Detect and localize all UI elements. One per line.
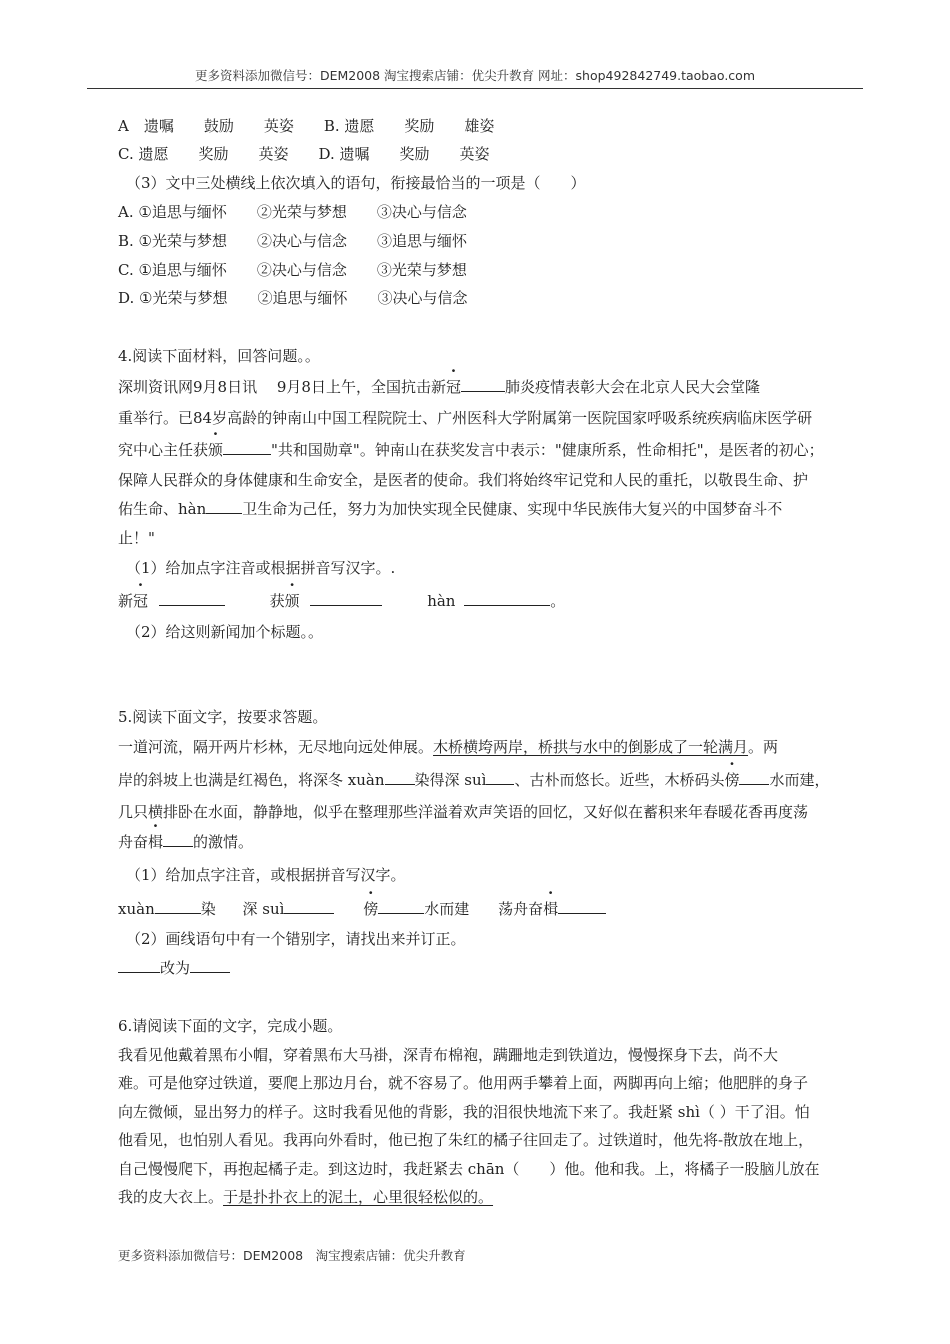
underlined-sentence: 木桥横垮两岸，桥拱与水中的倒影成了一轮满月 xyxy=(433,738,749,756)
answer-blank[interactable] xyxy=(159,591,225,606)
q5-fix-row: 改为 xyxy=(118,958,230,978)
dotted-char: 楫 xyxy=(148,833,164,851)
answer-blank[interactable] xyxy=(486,770,514,785)
answer-blank[interactable] xyxy=(385,770,415,785)
page-footer: 更多资料添加微信号：DEM2008 淘宝搜索店铺：优尖升教育 xyxy=(118,1248,466,1263)
q4-paragraph-line-4: 保障人民群众的身体健康和生命安全，是医者的使命。我们将始终牢记党和人民的重托，以敬畏生命、护 xyxy=(118,471,809,489)
question-3-option-d: D. ①光荣与梦想 ②追思与缅怀 ③决心与信念 xyxy=(118,289,468,307)
answer-blank[interactable] xyxy=(739,770,769,785)
answer-blank[interactable] xyxy=(223,440,271,455)
answer-blank[interactable] xyxy=(190,958,230,973)
answer-blank[interactable] xyxy=(378,899,424,914)
q6-paragraph-line-1: 我看见他戴着黑布小帽，穿着黑布大马褂，深青布棉袍，蹒跚地走到铁道边，慢慢探身下去，尚不大 xyxy=(118,1046,779,1064)
q4-paragraph-line-2: 重举行。已84岁高龄的钟南山中国工程院院士、广州医科大学附属第一医院国家呼吸系统疾病临床医学研 xyxy=(118,409,813,427)
question-3-option-c: C. ①追思与缅怀 ②决心与信念 ③光荣与梦想 xyxy=(118,261,467,279)
option-line-cd: C. 遗愿 奖励 英姿 D. 遗嘱 奖励 英姿 xyxy=(118,145,490,163)
answer-blank[interactable] xyxy=(461,377,505,392)
dotted-char: 傍 xyxy=(724,771,740,789)
q4-paragraph-line-1: 深圳资讯网9月8日讯 9月8日上午，全国抗击新冠 肺炎疫情表彰大会在北京人民大会堂隆 xyxy=(118,378,760,396)
answer-blank[interactable] xyxy=(206,499,242,514)
answer-blank[interactable] xyxy=(155,899,201,914)
q5-answer-row: xuàn 染 深 suì 傍 水而建 荡舟奋楫 xyxy=(118,899,606,919)
q4-paragraph-line-6: 止！" xyxy=(118,529,155,547)
answer-blank[interactable] xyxy=(163,832,193,847)
q6-paragraph-line-3: 向左微倾，显出努力的样子。这时我看见他的背影，我的泪很快地流下来了。我赶紧 shì（ ）干了泪。怕 xyxy=(118,1103,810,1121)
q4-paragraph-line-3: 究中心主任获颁 "共和国勋章"。钟南山在获奖发言中表示："健康所系，性命相托"，是医者的初心； xyxy=(118,441,824,459)
dotted-char: 冠 xyxy=(133,592,149,610)
question-5-title: 5.阅读下面文字，按要求答题。 xyxy=(118,708,328,726)
answer-blank[interactable] xyxy=(118,958,160,973)
q6-paragraph-line-5: 自己慢慢爬下，再抱起橘子走。到这边时，我赶紧去 chān（ ）他。他和我。上，将橘子一股脑儿放在 xyxy=(118,1160,820,1178)
question-4-title: 4.阅读下面材料，回答问题。。 xyxy=(118,347,320,365)
question-3-option-a: A. ①追思与缅怀 ②光荣与梦想 ③决心与信念 xyxy=(118,203,467,221)
answer-blank[interactable] xyxy=(464,591,550,606)
q4-sub-question-1: （1）给加点字注音或根据拼音写汉字。. xyxy=(126,559,396,577)
answer-blank[interactable] xyxy=(310,591,382,606)
page-header: 更多资料添加微信号：DEM2008 淘宝搜索店铺：优尖升教育 网址：shop492842749.taobao.com xyxy=(87,66,863,89)
dotted-char: 楫 xyxy=(543,900,559,918)
q6-paragraph-line-6: 我的皮大衣上。于是扑扑衣上的泥土，心里很轻松似的。 xyxy=(118,1188,494,1206)
answer-blank[interactable] xyxy=(284,899,334,914)
dotted-char: 傍 xyxy=(363,900,379,918)
answer-blank[interactable] xyxy=(558,899,606,914)
q5-paragraph-line-2: 岸的斜坡上也满是红褐色，将深冬 xuàn 染得深 suì 、古朴而悠长。近些，木桥码头傍 水而建， xyxy=(118,771,830,789)
q4-answer-row: 新冠 获颁 hàn 。 xyxy=(118,592,566,610)
dotted-char: 颁 xyxy=(284,592,300,610)
q4-sub-question-2: （2）给这则新闻加个标题。。 xyxy=(126,623,324,641)
underlined-sentence: 于是扑扑衣上的泥土，心里很轻松似的。 xyxy=(223,1188,494,1206)
q5-sub-question-2: （2）画线语句中有一个错别字，请找出来并订正。 xyxy=(126,930,466,948)
question-6-title: 6.请阅读下面的文字，完成小题。 xyxy=(118,1017,343,1035)
option-line-ab: A 遗嘱 鼓励 英姿 B. 遗愿 奖励 雄姿 xyxy=(118,117,495,135)
q5-paragraph-line-4: 舟奋楫 的激情。 xyxy=(118,833,254,851)
question-3-option-b: B. ①光荣与梦想 ②决心与信念 ③追思与缅怀 xyxy=(118,232,468,250)
q4-paragraph-line-5: 佑生命、hàn 卫生命为己任，努力为加快实现全民健康、实现中华民族伟大复兴的中国梦奋斗不 xyxy=(118,500,783,518)
q6-paragraph-line-2: 难。可是他穿过铁道，要爬上那边月台，就不容易了。他用两手攀着上面，两脚再向上缩；他肥胖的身子 xyxy=(118,1074,809,1092)
q5-paragraph-line-1: 一道河流，隔开两片杉林，无尽地向远处伸展。木桥横垮两岸，桥拱与水中的倒影成了一轮满月。两 xyxy=(118,738,779,756)
q5-sub-question-1: （1）给加点字注音，或根据拼音写汉字。 xyxy=(126,866,406,884)
question-3: （3）文中三处横线上依次填入的语句，衔接最恰当的一项是（ ） xyxy=(126,174,586,192)
dotted-char: 冠 xyxy=(445,378,461,396)
q6-paragraph-line-4: 他看见，也怕别人看见。我再向外看时，他已抱了朱红的橘子往回走了。过铁道时，他先将-散放在地上， xyxy=(118,1131,814,1149)
dotted-char: 颁 xyxy=(208,441,224,459)
q5-paragraph-line-3: 几只横排卧在水面，静静地，似乎在整理那些洋溢着欢声笑语的回忆，又好似在蓄积来年春暖花香再度荡 xyxy=(118,803,809,821)
